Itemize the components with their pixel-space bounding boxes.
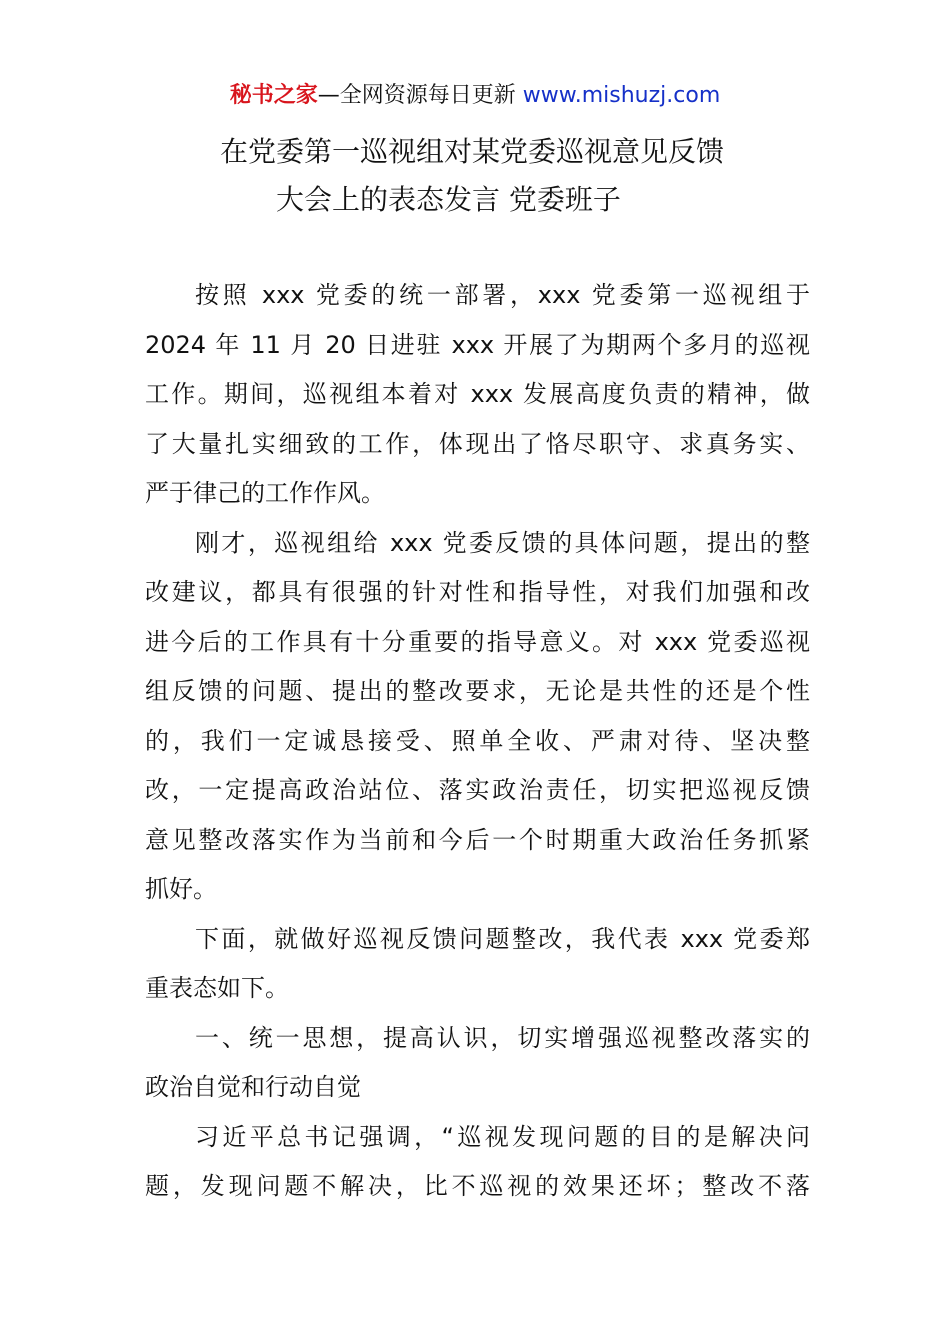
paragraph-line: 抓好。	[145, 875, 217, 903]
paragraph-line: 重表态如下。	[145, 974, 289, 1002]
document-title	[120, 128, 900, 224]
paragraph-line: 改建议，都具有很强的针对性和指导性，对我们加强和改	[145, 578, 810, 606]
site-tagline: —全网资源每日更新	[317, 83, 523, 108]
site-header	[0, 80, 950, 112]
document-body	[145, 271, 810, 1212]
paragraph-line: 工作。期间，巡视组本着对 xxx 发展高度负责的精神，做	[145, 380, 810, 408]
paragraph-line: 意见整改落实作为当前和今后一个时期重大政治任务抓紧	[145, 825, 810, 854]
paragraph-line: 刚才，巡视组给 xxx 党委反馈的具体问题，提出的整	[195, 528, 810, 557]
paragraph-line: 的，我们一定诚恳接受、照单全收、严肃对待、坚决整	[145, 726, 810, 755]
paragraph-line: 了大量扎实细致的工作，体现出了恪尽职守、求真务实、	[145, 429, 810, 458]
title-line-2: 大会上的表态发言 党委班子	[276, 183, 621, 216]
paragraph-line: 2024 年 11 月 20 日进驻 xxx 开展了为期两个多月的巡视	[145, 330, 810, 359]
section-heading-line: 政治自觉和行动自觉	[145, 1073, 361, 1101]
site-url[interactable]: www.mishuzj.com	[522, 83, 721, 108]
brand-name: 秘书之家	[229, 83, 318, 108]
section-heading-line: 一、统一思想，提高认识，切实增强巡视整改落实的	[195, 1023, 810, 1052]
paragraph-line: 题，发现问题不解决，比不巡视的效果还坏；整改不落	[145, 1172, 810, 1200]
paragraph-line: 组反馈的问题、提出的整改要求，无论是共性的还是个性	[145, 677, 810, 705]
paragraph-line: 进今后的工作具有十分重要的指导意义。对 xxx 党委巡视	[145, 627, 810, 656]
paragraph-line: 习近平总书记强调，“巡视发现问题的目的是解决问	[195, 1122, 810, 1151]
paragraph-line: 改，一定提高政治站位、落实政治责任，切实把巡视反馈	[145, 776, 810, 804]
paragraph-line: 按照 xxx 党委的统一部署，xxx 党委第一巡视组于	[195, 281, 810, 309]
paragraph-line: 严于律己的工作作风。	[145, 479, 385, 507]
paragraph-line: 下面，就做好巡视反馈问题整改，我代表 xxx 党委郑	[195, 924, 810, 953]
title-line-1: 在党委第一巡视组对某党委巡视意见反馈	[220, 135, 725, 168]
